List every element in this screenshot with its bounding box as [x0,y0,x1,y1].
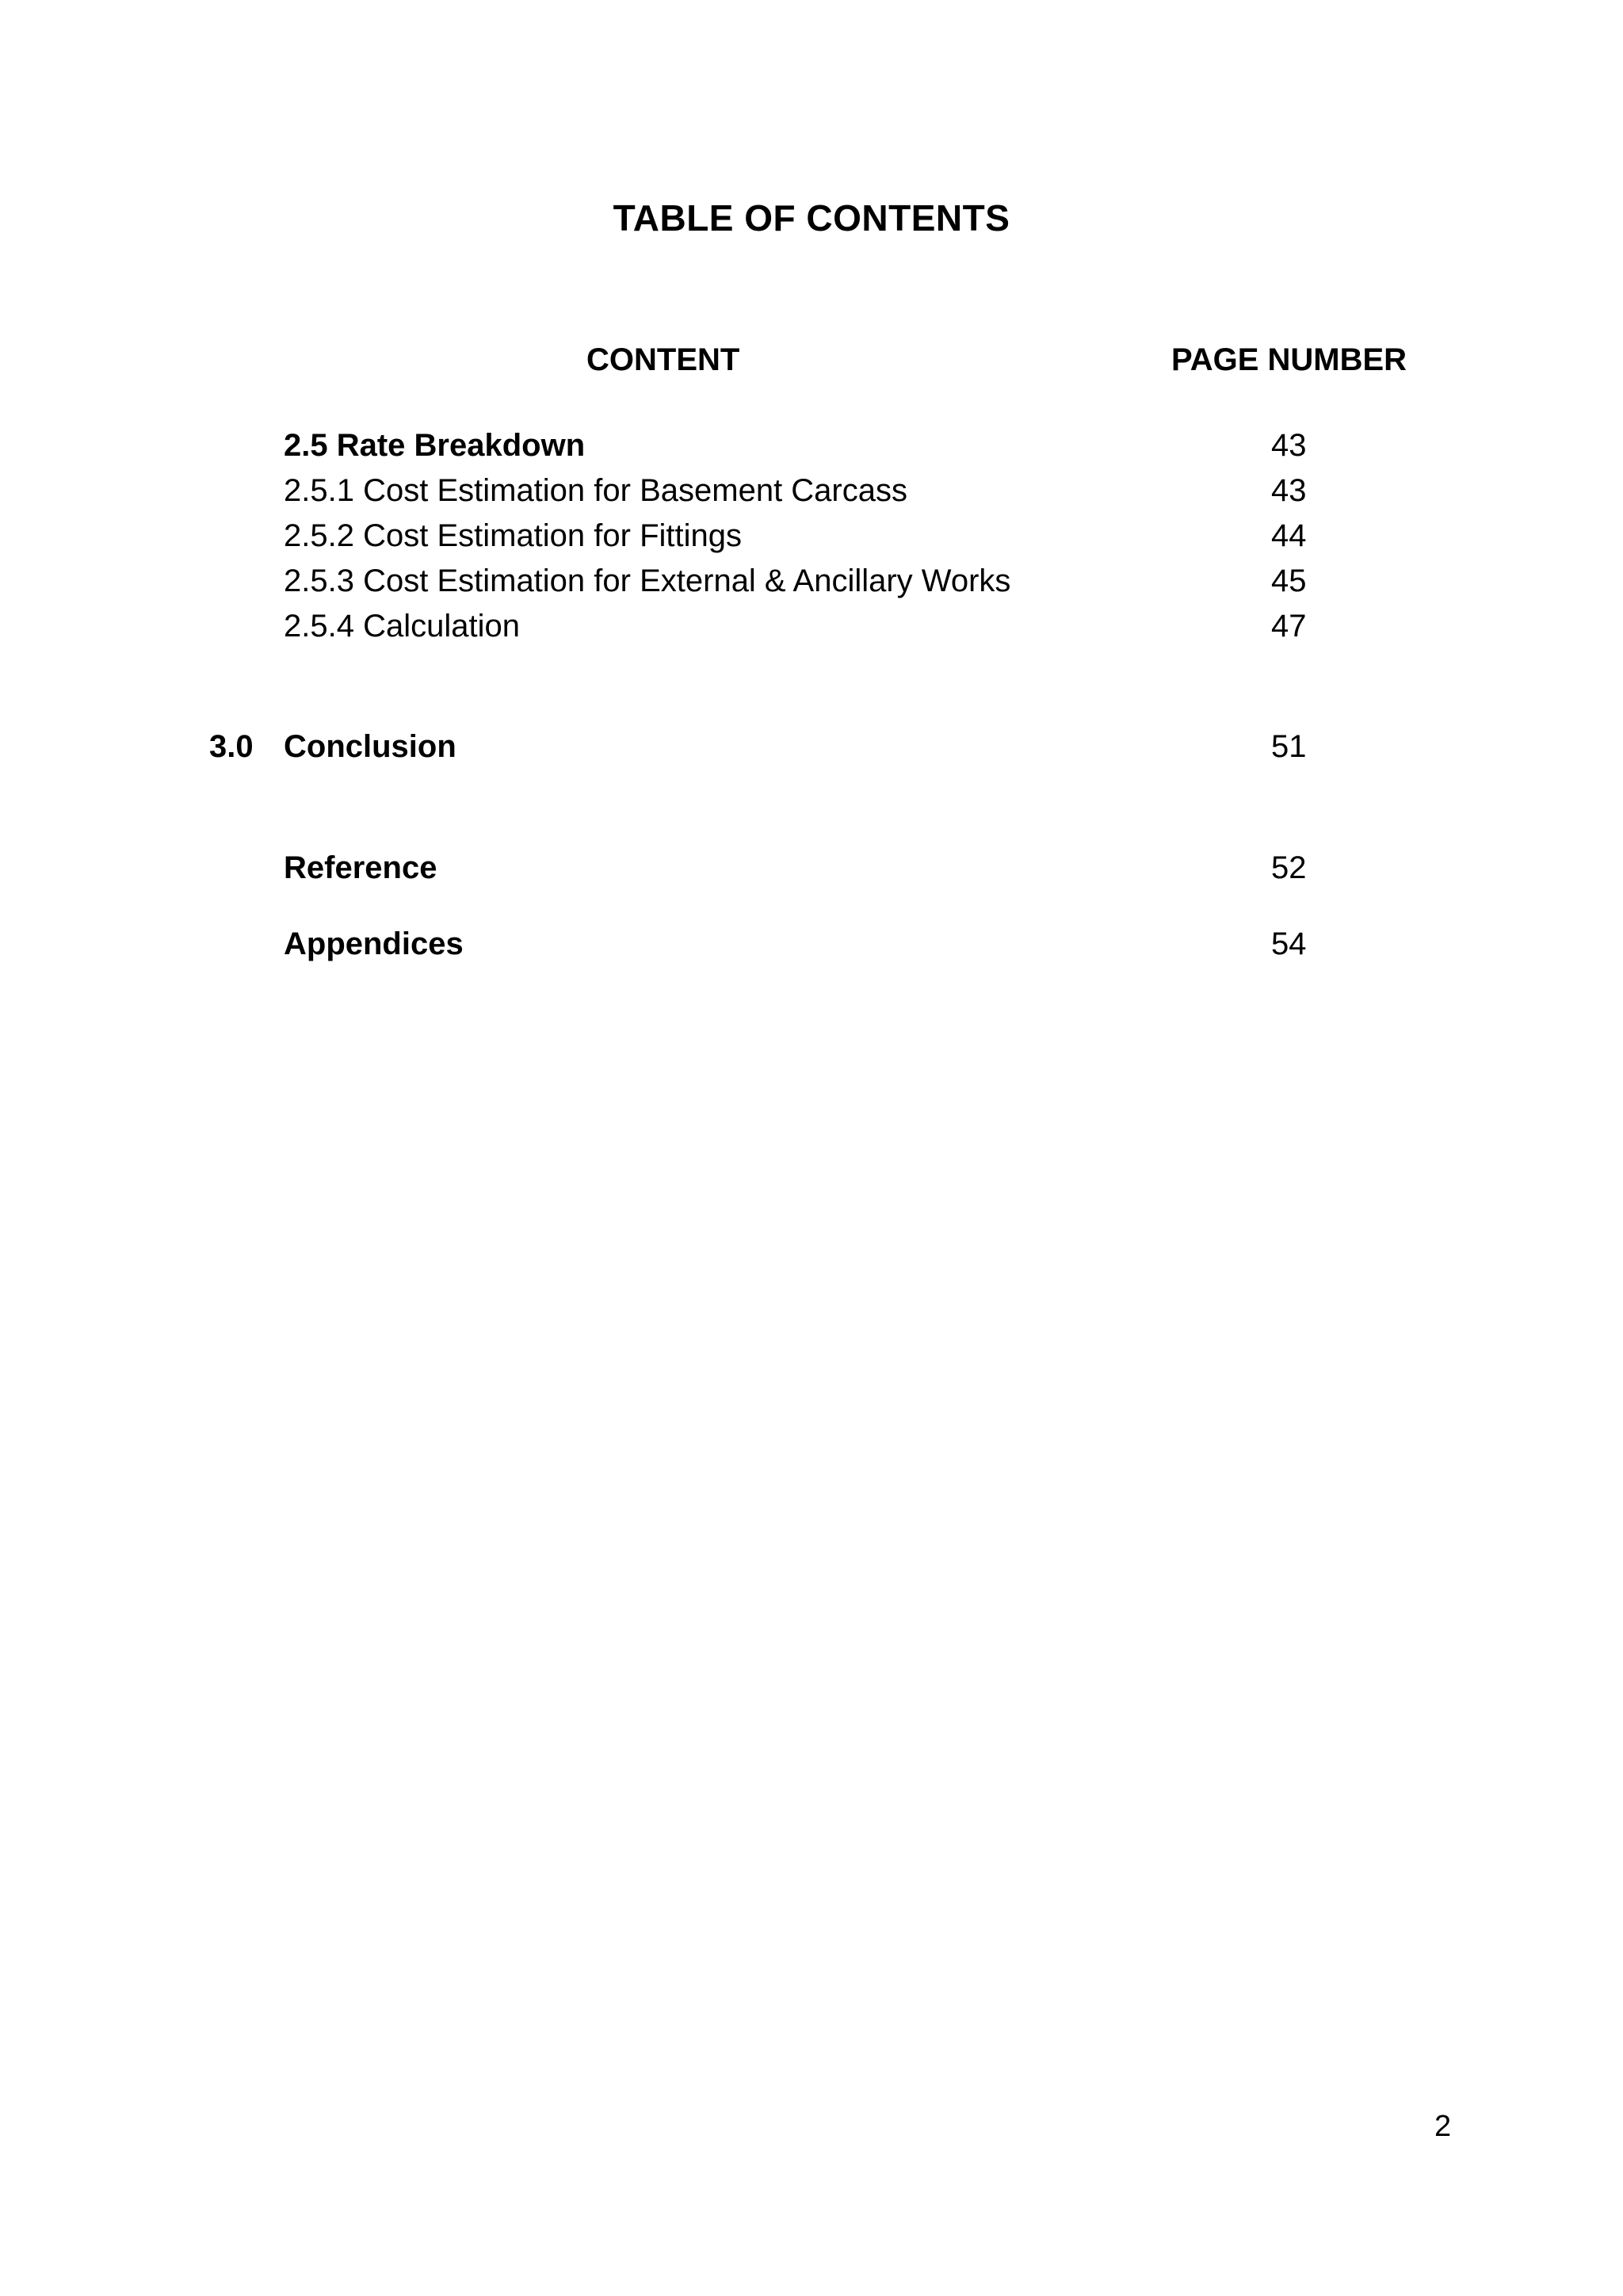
toc-entry-title: 2.5.3 Cost Estimation for External & Ancillary Works [284,563,1011,598]
toc-entry-page: 52 [1271,850,1307,885]
toc-entry-page: 43 [1271,428,1307,463]
toc-section-number: 3.0 [209,729,254,764]
toc-entry-title: 2.5.2 Cost Estimation for Fittings [284,518,743,553]
toc-entry-page: 51 [1271,729,1307,764]
content-column-header: CONTENT [586,342,740,377]
toc-entry-title: 2.5.4 Calculation [284,609,520,644]
page-title: TABLE OF CONTENTS [613,197,1010,239]
toc-entry-title: Reference [284,850,437,885]
toc-entry-title: Appendices [284,926,464,961]
footer-page-number: 2 [1434,2110,1452,2143]
toc-entry-page: 44 [1271,518,1307,553]
toc-entry-page: 47 [1271,609,1307,644]
toc-entry-page: 43 [1271,473,1307,508]
page-number-column-header: PAGE NUMBER [1171,342,1407,377]
toc-entry-title: 2.5 Rate Breakdown [284,428,586,463]
toc-entry-page: 54 [1271,926,1307,961]
toc-entry-title: Conclusion [284,729,456,764]
toc-entry-page: 45 [1271,563,1307,598]
toc-entry-title: 2.5.1 Cost Estimation for Basement Carcass [284,473,907,508]
